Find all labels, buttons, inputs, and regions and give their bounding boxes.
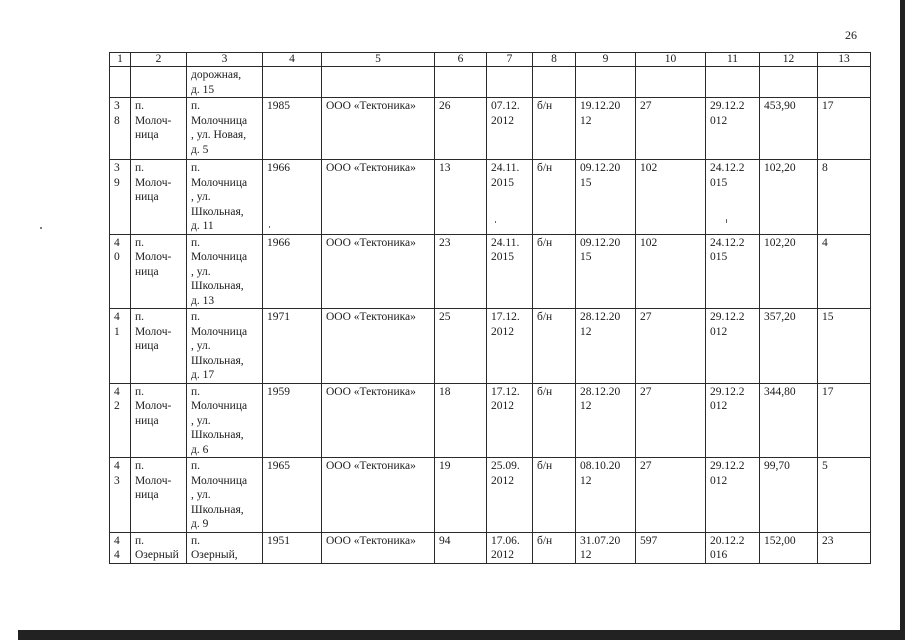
table-cell — [110, 67, 131, 98]
table-cell: 1965 — [263, 458, 322, 533]
registry-table — [109, 52, 871, 564]
table-cell: 1971 — [263, 309, 322, 384]
table-cell: 09.12.20 15 — [576, 160, 636, 235]
table-cell: б/н — [533, 309, 576, 384]
table-cell: б/н — [533, 160, 576, 235]
table-cell: 102,20 — [760, 160, 818, 235]
header-row — [110, 53, 871, 67]
table-cell: ООО «Тектоника» — [322, 309, 435, 384]
table-cell: 357,20 — [760, 309, 818, 384]
table-row — [110, 309, 871, 384]
table-cell: 7 — [487, 53, 533, 67]
table-cell: б/н — [533, 458, 576, 533]
table-cell: 15 — [818, 309, 871, 384]
table-cell: 1966 — [263, 160, 322, 235]
table-cell: 1 — [110, 53, 131, 67]
table-cell: б/н — [533, 532, 576, 563]
table-cell: 24.12.2 015 — [706, 234, 760, 309]
table-cell: 1966 — [263, 234, 322, 309]
table-cell: 27 — [636, 98, 706, 160]
table-cell: 18 — [435, 383, 487, 458]
table-cell: 17 — [818, 98, 871, 160]
table-cell: 24.11. 2015 — [487, 160, 533, 235]
table-cell: 102,20 — [760, 234, 818, 309]
table-cell: 27 — [636, 383, 706, 458]
table-cell: 19.12.20 12 — [576, 98, 636, 160]
table-cell — [435, 67, 487, 98]
table-cell: 17.06. 2012 — [487, 532, 533, 563]
table-cell: 08.10.20 12 — [576, 458, 636, 533]
table-cell: ООО «Тектоника» — [322, 160, 435, 235]
table-cell: 28.12.20 12 — [576, 383, 636, 458]
table-cell: п. Молоч- ница — [131, 458, 187, 533]
table-cell: 597 — [636, 532, 706, 563]
continuation-row — [110, 67, 871, 98]
table-cell — [487, 67, 533, 98]
table-cell: 344,80 — [760, 383, 818, 458]
table-cell: ООО «Тектоника» — [322, 383, 435, 458]
table-cell: п. Озерный, — [187, 532, 263, 563]
table-cell: 29.12.2 012 — [706, 309, 760, 384]
table-cell: 12 — [760, 53, 818, 67]
table-cell: 19 — [435, 458, 487, 533]
table-cell: 13 — [818, 53, 871, 67]
table-cell: 20.12.2 016 — [706, 532, 760, 563]
table-row — [110, 234, 871, 309]
table-cell: дорожная, д. 15 — [187, 67, 263, 98]
table-cell: ООО «Тектоника» — [322, 532, 435, 563]
table-row — [110, 458, 871, 533]
table-cell: 09.12.20 15 — [576, 234, 636, 309]
table-cell: п. Молочница , ул. Школьная, д. 13 — [187, 234, 263, 309]
table-cell: 17.12. 2012 — [487, 383, 533, 458]
table-cell: ООО «Тектоника» — [322, 98, 435, 160]
table-cell: 28.12.20 12 — [576, 309, 636, 384]
table-cell: 1985 — [263, 98, 322, 160]
table-cell: 4 1 — [110, 309, 131, 384]
table-cell: 07.12. 2012 — [487, 98, 533, 160]
table-cell: 2 — [131, 53, 187, 67]
table-cell: 25 — [435, 309, 487, 384]
scan-speck — [40, 227, 42, 229]
table-cell: б/н — [533, 98, 576, 160]
table-cell — [322, 67, 435, 98]
table-cell: 3 — [187, 53, 263, 67]
table-cell: 3 9 — [110, 160, 131, 235]
table-row — [110, 160, 871, 235]
table-cell: 4 — [263, 53, 322, 67]
table-cell: 23 — [818, 532, 871, 563]
table-cell — [263, 67, 322, 98]
table-row — [110, 532, 871, 563]
table-cell — [131, 67, 187, 98]
table-cell: 5 — [322, 53, 435, 67]
table-cell: 26 — [435, 98, 487, 160]
table-cell: 31.07.20 12 — [576, 532, 636, 563]
table-cell: 102 — [636, 160, 706, 235]
table-cell: п. Молочница , ул. Школьная, д. 17 — [187, 309, 263, 384]
table-cell: 11 — [706, 53, 760, 67]
table-cell: б/н — [533, 234, 576, 309]
table-cell: 4 0 — [110, 234, 131, 309]
table-cell: 29.12.2 012 — [706, 458, 760, 533]
table-row — [110, 98, 871, 160]
table-cell: п. Молочница , ул. Школьная, д. 11 — [187, 160, 263, 235]
table-cell: 13 — [435, 160, 487, 235]
table-cell: п. Озерный — [131, 532, 187, 563]
table-cell — [818, 67, 871, 98]
scan-edge-right — [900, 0, 905, 640]
table-cell — [760, 67, 818, 98]
table-cell: 4 2 — [110, 383, 131, 458]
table-cell: 152,00 — [760, 532, 818, 563]
table-cell: 453,90 — [760, 98, 818, 160]
table-cell: 5 — [818, 458, 871, 533]
table-cell: 4 — [818, 234, 871, 309]
table-cell: п. Молочница , ул. Новая, д. 5 — [187, 98, 263, 160]
table-cell — [576, 67, 636, 98]
table-cell: п. Молочница , ул. Школьная, д. 9 — [187, 458, 263, 533]
table-cell: 17 — [818, 383, 871, 458]
table-cell: 29.12.2 012 — [706, 98, 760, 160]
table-cell: 8 — [818, 160, 871, 235]
table-cell: п. Молоч- ница — [131, 160, 187, 235]
table-cell: 25.09. 2012 — [487, 458, 533, 533]
table-cell: п. Молочница , ул. Школьная, д. 6 — [187, 383, 263, 458]
table-cell: 24.11. 2015 — [487, 234, 533, 309]
table-cell: 94 — [435, 532, 487, 563]
table-cell: п. Молоч- ница — [131, 98, 187, 160]
table-cell — [706, 67, 760, 98]
table-cell: п. Молоч- ница — [131, 309, 187, 384]
table-cell: 23 — [435, 234, 487, 309]
table-cell — [533, 67, 576, 98]
table-cell: 10 — [636, 53, 706, 67]
table-cell: п. Молоч- ница — [131, 383, 187, 458]
table-cell: 4 4 — [110, 532, 131, 563]
table-cell: 29.12.2 012 — [706, 383, 760, 458]
table-cell: 24.12.2 015 — [706, 160, 760, 235]
table-cell: 99,70 — [760, 458, 818, 533]
table-cell: ООО «Тектоника» — [322, 234, 435, 309]
scan-edge-bottom — [22, 630, 905, 640]
table-cell: 1959 — [263, 383, 322, 458]
page-number: 26 — [845, 28, 857, 42]
table-cell: 1951 — [263, 532, 322, 563]
table-row — [110, 383, 871, 458]
table-cell: 27 — [636, 309, 706, 384]
table-cell: 17.12. 2012 — [487, 309, 533, 384]
scan-edge-corner — [18, 630, 24, 640]
table-cell: 8 — [533, 53, 576, 67]
table-cell: 4 3 — [110, 458, 131, 533]
table-cell: 102 — [636, 234, 706, 309]
table-cell: ООО «Тектоника» — [322, 458, 435, 533]
table-cell: 6 — [435, 53, 487, 67]
table-cell — [636, 67, 706, 98]
table-cell: б/н — [533, 383, 576, 458]
table-cell: 3 8 — [110, 98, 131, 160]
table-cell: 9 — [576, 53, 636, 67]
table-cell: п. Молоч- ница — [131, 234, 187, 309]
table-cell: 27 — [636, 458, 706, 533]
